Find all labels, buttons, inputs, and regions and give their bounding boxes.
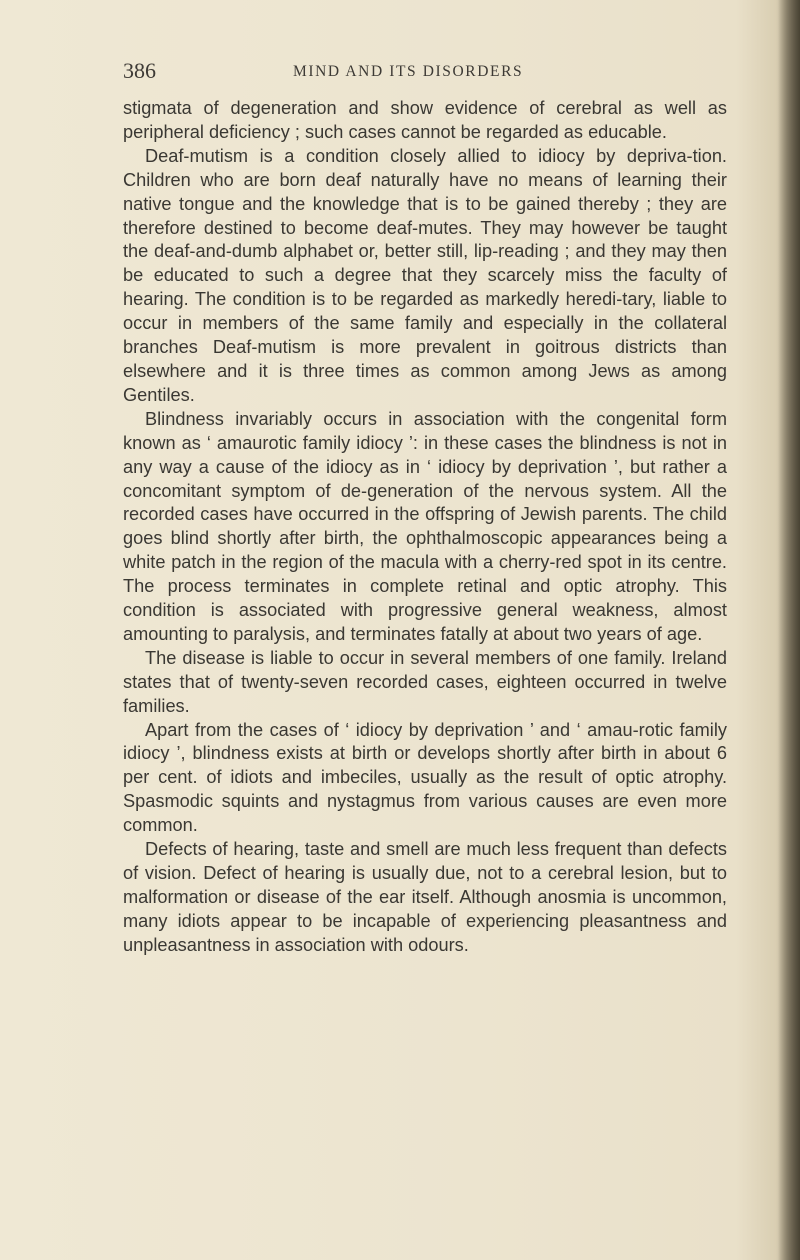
page-number: 386 [123,58,156,83]
body-text [123,97,727,958]
paragraph-blindness-statistics: Apart from the cases of ‘ idiocy by deprivation ’ and ‘ amau-rotic family idiocy ’, blindness exists at birth or develops shortly after birth in about 6 per cent. of idiots and imbeciles, usually as the result of optic atrophy. Spasmodic squints and nystagmus from various causes are even more common. [123,719,727,836]
page-binding-shadow [778,0,800,1260]
paragraph-deaf-mutism: Deaf-mutism is a condition closely allied to idiocy by depriva-tion. Children who are born deaf naturally have no means of learning their native tongue and the knowledge that is to be gained thereby ; they are therefore destined to become deaf-mutes. They may however be taught the deaf-and-dumb alphabet or, better still, lip-reading ; and they may then be educated to such a degree that they scarcely miss the faculty of hearing. The condition is to be regarded as markedly heredi-tary, liable to occur in members of the same family and especially in the collateral branches Deaf-mutism is more prevalent in goitrous districts than elsewhere and it is three times as common among Jews as among Gentiles. [123,145,727,405]
paragraph-blindness: Blindness invariably occurs in association with the congenital form known as ‘ amaurotic family idiocy ’: in these cases the blindness is not in any way a cause of the idiocy as in ‘ idiocy by deprivation ’, but rather a concomitant symptom of de-generation of the nervous system. All the recorded cases have occurred in the offspring of Jewish parents. The child goes blind shortly after birth, the ophthalmoscopic appearances being a white patch in the region of the macula with a cherry-red spot in its centre. The process terminates in complete retinal and optic atrophy. This condition is associated with progressive general weakness, almost amounting to paralysis, and terminates fatally at about two years of age. [123,408,727,644]
page-header [123,58,727,84]
paragraph-family-disease: The disease is liable to occur in several members of one family. Ireland states that of twenty-seven recorded cases, eighteen occurred in twelve families. [123,647,727,716]
running-title: MIND AND ITS DISORDERS [293,63,524,80]
paragraph-continued: stigmata of degeneration and show evidence of cerebral as well as peripheral deficiency ; such cases cannot be regarded as educable. [123,98,727,142]
paragraph-hearing-taste-smell: Defects of hearing, taste and smell are much less frequent than defects of vision. Defect of hearing is usually due, not to a cerebral lesion, but to malformation or disease of the ear itself. Although anosmia is uncommon, many idiots appear to be incapable of experiencing pleasantness and unpleasantness in association with odours. [123,839,727,955]
